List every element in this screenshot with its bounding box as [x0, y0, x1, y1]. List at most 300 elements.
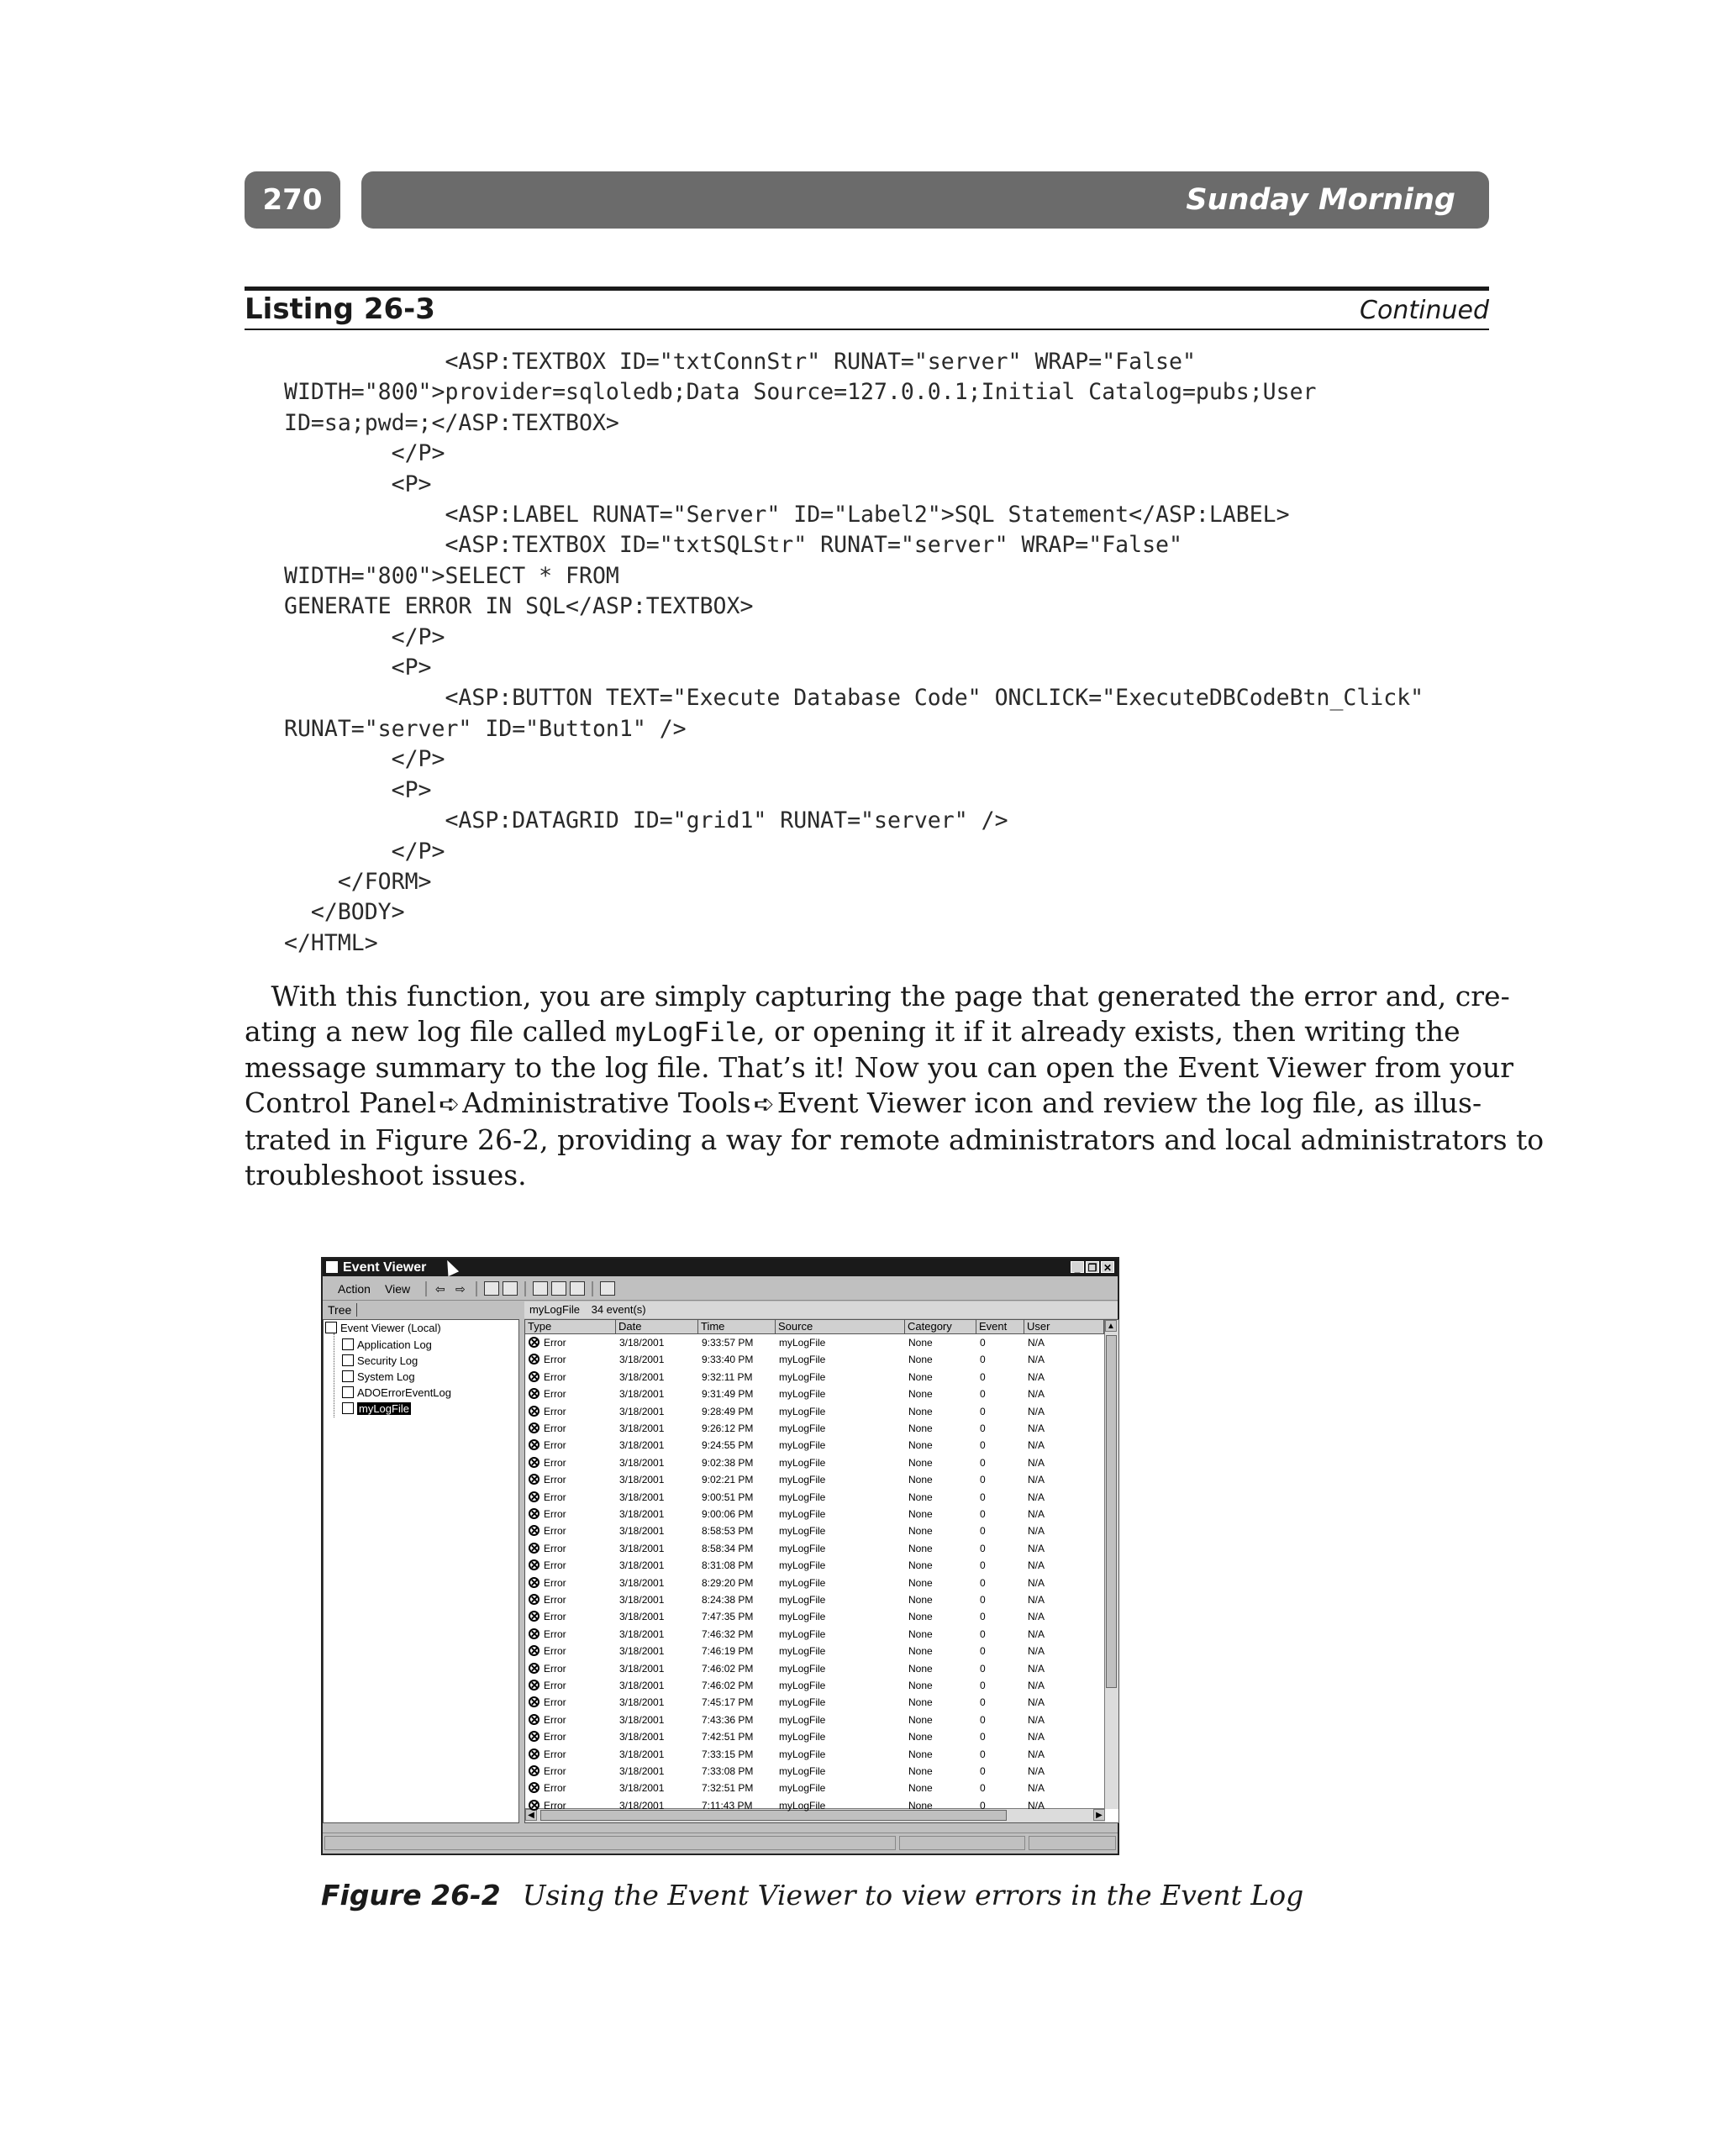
table-row[interactable] [525, 1386, 1105, 1402]
cell-date: 3/18/2001 [619, 1799, 665, 1812]
tree-node-label: Security Log [357, 1354, 418, 1367]
table-row[interactable] [525, 1575, 1105, 1591]
error-icon [529, 1525, 539, 1536]
cell-date: 3/18/2001 [619, 1542, 665, 1554]
tree-node-label: myLogFile [359, 1402, 409, 1415]
table-row[interactable] [525, 1557, 1105, 1574]
error-icon [529, 1354, 539, 1365]
table-row[interactable] [525, 1728, 1105, 1745]
code-line: </P> [284, 623, 445, 650]
refresh-icon[interactable] [551, 1281, 566, 1296]
cell-source: myLogFile [779, 1696, 826, 1709]
cell-source: myLogFile [779, 1645, 826, 1658]
cell-type: Error [544, 1576, 566, 1589]
table-row[interactable] [525, 1643, 1105, 1659]
cell-source: myLogFile [779, 1611, 826, 1623]
listing-title: Listing 26-3 [245, 292, 435, 326]
error-icon [529, 1577, 539, 1588]
listing-bottom-rule [245, 329, 1489, 330]
cell-source: myLogFile [779, 1559, 826, 1572]
paragraph-line [245, 1050, 1514, 1086]
cell-source: myLogFile [779, 1748, 826, 1760]
cell-event: 0 [980, 1508, 986, 1520]
cell-user: N/A [1028, 1525, 1045, 1538]
cell-time: 8:58:53 PM [702, 1525, 754, 1538]
cell-user: N/A [1028, 1508, 1045, 1520]
cell-time: 7:43:36 PM [702, 1713, 754, 1726]
tree-node-system-log[interactable] [342, 1370, 415, 1384]
cell-type: Error [544, 1731, 566, 1743]
cell-time: 7:46:02 PM [702, 1680, 754, 1691]
cell-source: myLogFile [779, 1508, 826, 1520]
figure-caption [321, 1877, 1303, 1914]
cell-category: None [908, 1782, 933, 1795]
tree-node-label: Application Log [357, 1338, 432, 1351]
cell-category: None [908, 1370, 933, 1383]
export-list-icon[interactable] [570, 1281, 585, 1296]
cell-user: N/A [1028, 1491, 1045, 1503]
cell-date: 3/18/2001 [619, 1680, 665, 1691]
cell-date: 3/18/2001 [619, 1354, 665, 1366]
cell-date: 3/18/2001 [619, 1731, 665, 1743]
cell-type: Error [544, 1782, 566, 1795]
cell-category: None [908, 1680, 933, 1691]
cell-event: 0 [980, 1662, 986, 1675]
forward-icon[interactable]: ⇨ [455, 1282, 466, 1296]
menu-arrow-icon: ➪ [753, 1090, 775, 1119]
window-title: Event Viewer [343, 1260, 427, 1275]
cell-time: 7:42:51 PM [702, 1731, 754, 1743]
error-icon [529, 1663, 539, 1674]
error-icon [529, 1422, 539, 1433]
cell-date: 3/18/2001 [619, 1765, 665, 1777]
code-line: ID=sa;pwd=;</ASP:TEXTBOX> [284, 409, 619, 436]
scroll-right-icon[interactable]: ▶ [1093, 1809, 1105, 1821]
cell-category: None [908, 1439, 933, 1452]
cell-type: Error [544, 1662, 566, 1675]
show-tree-icon[interactable] [503, 1281, 518, 1296]
tree-pane [323, 1319, 519, 1823]
cell-event: 0 [980, 1370, 986, 1383]
cell-source: myLogFile [779, 1662, 826, 1675]
error-icon [529, 1782, 539, 1793]
error-icon [529, 1543, 539, 1554]
cell-event: 0 [980, 1628, 986, 1640]
cell-event: 0 [980, 1731, 986, 1743]
cell-category: None [908, 1696, 933, 1709]
cell-category: None [908, 1576, 933, 1589]
cell-type: Error [544, 1422, 566, 1434]
cell-user: N/A [1028, 1611, 1045, 1623]
cell-source: myLogFile [779, 1491, 826, 1503]
code-line: </P> [284, 838, 445, 865]
cell-type: Error [544, 1525, 566, 1538]
table-row[interactable] [525, 1694, 1105, 1711]
table-row[interactable] [525, 1506, 1105, 1522]
cell-time: 7:46:19 PM [702, 1645, 754, 1658]
cell-date: 3/18/2001 [619, 1388, 665, 1401]
tree-node-label: System Log [357, 1370, 415, 1383]
table-row[interactable] [525, 1712, 1105, 1728]
table-row[interactable] [525, 1608, 1105, 1625]
cell-event: 0 [980, 1576, 986, 1589]
cell-category: None [908, 1611, 933, 1623]
table-row[interactable] [525, 1763, 1105, 1780]
up-level-icon[interactable] [484, 1281, 499, 1296]
table-row[interactable] [525, 1780, 1105, 1796]
error-icon [529, 1474, 539, 1485]
cell-user: N/A [1028, 1474, 1045, 1486]
code-line: WIDTH="800">provider=sqloledb;Data Source=127.0.0.1;Initial Catalog=pubs;User [284, 379, 1317, 406]
cell-time: 7:11:43 PM [702, 1799, 753, 1812]
cell-time: 9:33:57 PM [702, 1337, 754, 1349]
table-row[interactable] [525, 1522, 1105, 1539]
cell-time: 9:00:06 PM [702, 1508, 754, 1520]
scroll-up-icon[interactable]: ▲ [1105, 1320, 1117, 1332]
error-icon [529, 1371, 539, 1382]
table-row[interactable] [525, 1677, 1105, 1694]
cell-event: 0 [980, 1765, 986, 1777]
cell-type: Error [544, 1405, 566, 1417]
paragraph-line [245, 1158, 1497, 1193]
caption-text: Using the Event Viewer to view errors in the Event Log [522, 1879, 1304, 1911]
tree-node-label: ADOErrorEventLog [357, 1386, 451, 1399]
cell-source: myLogFile [779, 1422, 826, 1434]
cell-event: 0 [980, 1799, 986, 1812]
cell-event: 0 [980, 1337, 986, 1349]
cell-user: N/A [1028, 1731, 1045, 1743]
menu-action[interactable]: Action [338, 1282, 371, 1296]
paragraph-text: , or opening it if it already exists, then writing the [756, 1015, 1460, 1048]
status-bar [323, 1833, 1118, 1854]
code-line: <ASP:DATAGRID ID="grid1" RUNAT="server" /> [284, 807, 1008, 834]
code-line: <P> [284, 471, 432, 497]
code-line: <P> [284, 776, 432, 803]
cell-date: 3/18/2001 [619, 1439, 665, 1452]
minimize-icon[interactable]: _ [1071, 1261, 1084, 1273]
status-pane [899, 1836, 1025, 1850]
code-listing [284, 347, 1424, 959]
code-line: GENERATE ERROR IN SQL</ASP:TEXTBOX> [284, 593, 754, 620]
menu-arrow-icon: ➪ [439, 1090, 461, 1119]
inline-code: myLogFile [615, 1018, 757, 1048]
paragraph-line [245, 1123, 1545, 1158]
cell-type: Error [544, 1542, 566, 1554]
cell-time: 9:28:49 PM [702, 1405, 754, 1417]
cell-event: 0 [980, 1559, 986, 1572]
column-header-category[interactable]: Category [905, 1320, 976, 1333]
error-icon [529, 1696, 539, 1707]
cell-time: 8:31:08 PM [702, 1559, 754, 1572]
cell-source: myLogFile [779, 1525, 826, 1538]
code-line: <ASP:BUTTON TEXT="Execute Database Code" ONCLICK="ExecuteDBCodeBtn_Click" [284, 685, 1424, 712]
log-icon [342, 1402, 354, 1414]
error-icon [529, 1337, 539, 1348]
toolbar-separator [524, 1281, 526, 1296]
table-row[interactable] [525, 1746, 1105, 1763]
cell-date: 3/18/2001 [619, 1559, 665, 1572]
cell-category: None [908, 1337, 933, 1349]
help-icon[interactable] [600, 1281, 615, 1296]
properties-icon[interactable] [533, 1281, 548, 1296]
error-icon [529, 1628, 539, 1639]
paragraph-text: message summary to the log file. That’s it! Now you can open the Event Viewer from your [245, 1051, 1514, 1084]
table-row[interactable] [525, 1540, 1105, 1557]
list-log-name: myLogFile [529, 1303, 580, 1316]
cell-type: Error [544, 1559, 566, 1572]
cell-time: 9:32:11 PM [702, 1370, 753, 1383]
cell-source: myLogFile [779, 1731, 826, 1743]
paragraph-text: With this function, you are simply capturing the page that generated the error and, cre- [271, 980, 1510, 1012]
cell-source: myLogFile [779, 1388, 826, 1401]
cell-type: Error [544, 1456, 566, 1469]
error-icon [529, 1680, 539, 1691]
cell-event: 0 [980, 1713, 986, 1726]
error-icon [529, 1731, 539, 1742]
cell-category: None [908, 1422, 933, 1434]
cell-user: N/A [1028, 1370, 1045, 1383]
table-row[interactable] [525, 1454, 1105, 1471]
cell-user: N/A [1028, 1680, 1045, 1691]
cell-date: 3/18/2001 [619, 1576, 665, 1589]
cell-user: N/A [1028, 1422, 1045, 1434]
cell-time: 8:58:34 PM [702, 1542, 754, 1554]
cell-event: 0 [980, 1680, 986, 1691]
table-row[interactable] [525, 1660, 1105, 1677]
cell-event: 0 [980, 1645, 986, 1658]
scroll-left-icon[interactable]: ◀ [525, 1809, 537, 1821]
table-row[interactable] [525, 1403, 1105, 1420]
table-row[interactable] [525, 1471, 1105, 1488]
cell-user: N/A [1028, 1439, 1045, 1452]
code-line: <P> [284, 655, 432, 681]
tree-node-mylogfile[interactable] [342, 1402, 411, 1416]
error-icon [529, 1645, 539, 1656]
paragraph-text: Control Panel [245, 1086, 437, 1119]
tree-node-root[interactable] [325, 1322, 441, 1335]
cell-category: None [908, 1731, 933, 1743]
code-line: </FORM> [284, 868, 432, 895]
cell-type: Error [544, 1799, 566, 1812]
cell-date: 3/18/2001 [619, 1422, 665, 1434]
body-paragraph [245, 979, 1545, 1193]
paragraph-text: ating a new log file called [245, 1015, 616, 1048]
cell-source: myLogFile [779, 1765, 826, 1777]
paragraph-line [245, 1086, 1497, 1123]
table-row[interactable] [525, 1420, 1105, 1437]
cell-user: N/A [1028, 1782, 1045, 1795]
cell-category: None [908, 1405, 933, 1417]
cell-event: 0 [980, 1696, 986, 1709]
cell-event: 0 [980, 1542, 986, 1554]
vertical-scrollbar[interactable] [1104, 1320, 1118, 1809]
tree-tab[interactable] [323, 1301, 519, 1318]
cell-date: 3/18/2001 [619, 1748, 665, 1760]
cell-time: 8:24:38 PM [702, 1594, 754, 1606]
tree-node-application-log[interactable] [342, 1338, 432, 1352]
cell-category: None [908, 1456, 933, 1469]
paragraph-text: Administrative Tools [462, 1086, 751, 1119]
column-header-type[interactable]: Type [525, 1320, 616, 1333]
close-icon[interactable]: ✕ [1101, 1261, 1114, 1273]
toolbar-separator [476, 1281, 477, 1296]
cell-category: None [908, 1765, 933, 1777]
error-icon [529, 1491, 539, 1502]
cell-time: 7:33:15 PM [702, 1748, 754, 1760]
table-row[interactable] [525, 1437, 1105, 1454]
cell-category: None [908, 1628, 933, 1640]
cell-date: 3/18/2001 [619, 1474, 665, 1486]
paragraph-text: trated in Figure 26-2, providing a way for remote administrators and local administrators to [245, 1123, 1545, 1156]
cell-event: 0 [980, 1388, 986, 1401]
cell-event: 0 [980, 1782, 986, 1795]
cell-category: None [908, 1748, 933, 1760]
listing-continued: Continued [1360, 296, 1489, 325]
cell-type: Error [544, 1713, 566, 1726]
back-icon[interactable]: ⇦ [435, 1282, 445, 1296]
cell-source: myLogFile [779, 1594, 826, 1606]
cell-event: 0 [980, 1422, 986, 1434]
cell-type: Error [544, 1696, 566, 1709]
cell-category: None [908, 1559, 933, 1572]
table-row[interactable] [525, 1797, 1105, 1814]
column-header-event[interactable]: Event [976, 1320, 1024, 1333]
column-header-source[interactable]: Source [776, 1320, 905, 1333]
table-row[interactable] [525, 1334, 1105, 1351]
cell-source: myLogFile [779, 1337, 826, 1349]
cell-category: None [908, 1508, 933, 1520]
cell-category: None [908, 1354, 933, 1366]
cell-source: myLogFile [779, 1456, 826, 1469]
code-line: WIDTH="800">SELECT * FROM [284, 562, 619, 589]
tree-node-adoerror-log[interactable] [342, 1386, 451, 1400]
cell-user: N/A [1028, 1456, 1045, 1469]
paragraph-line [245, 1014, 1497, 1050]
cell-type: Error [544, 1645, 566, 1658]
cell-source: myLogFile [779, 1628, 826, 1640]
cell-source: myLogFile [779, 1354, 826, 1366]
code-line: <ASP:TEXTBOX ID="txtSQLStr" RUNAT="server" WRAP="False" [284, 532, 1182, 559]
cell-time: 7:32:51 PM [702, 1782, 754, 1795]
cell-date: 3/18/2001 [619, 1611, 665, 1623]
cell-user: N/A [1028, 1713, 1045, 1726]
cell-time: 9:02:21 PM [702, 1474, 754, 1486]
cell-category: None [908, 1645, 933, 1658]
cell-type: Error [544, 1354, 566, 1366]
toolbar-separator [592, 1281, 593, 1296]
error-icon [529, 1439, 539, 1450]
cell-time: 9:00:51 PM [702, 1491, 754, 1503]
cell-date: 3/18/2001 [619, 1628, 665, 1640]
column-header-time[interactable]: Time [698, 1320, 776, 1333]
list-event-count: 34 event(s) [591, 1303, 646, 1316]
cell-date: 3/18/2001 [619, 1662, 665, 1675]
cell-date: 3/18/2001 [619, 1594, 665, 1606]
cell-event: 0 [980, 1611, 986, 1623]
cell-event: 0 [980, 1405, 986, 1417]
cell-date: 3/18/2001 [619, 1405, 665, 1417]
cell-time: 7:33:08 PM [702, 1765, 754, 1777]
cell-user: N/A [1028, 1662, 1045, 1675]
cell-source: myLogFile [779, 1576, 826, 1589]
cell-source: myLogFile [779, 1370, 826, 1383]
table-row[interactable] [525, 1369, 1105, 1386]
computer-icon [325, 1322, 337, 1333]
column-header-date[interactable]: Date [616, 1320, 698, 1333]
code-line: </BODY> [284, 899, 405, 926]
cell-time: 9:33:40 PM [702, 1354, 754, 1366]
cell-type: Error [544, 1508, 566, 1520]
cell-event: 0 [980, 1525, 986, 1538]
code-line: <ASP:TEXTBOX ID="txtConnStr" RUNAT="server" WRAP="False" [284, 349, 1196, 375]
table-row[interactable] [525, 1626, 1105, 1643]
cell-category: None [908, 1594, 933, 1606]
event-list [524, 1319, 1119, 1823]
code-line: RUNAT="server" ID="Button1" /> [284, 715, 687, 742]
cell-time: 9:26:12 PM [702, 1422, 754, 1434]
cell-type: Error [544, 1765, 566, 1777]
cell-date: 3/18/2001 [619, 1782, 665, 1795]
cell-user: N/A [1028, 1799, 1045, 1812]
app-icon [326, 1261, 338, 1273]
restore-icon[interactable]: ❐ [1086, 1261, 1099, 1273]
cell-category: None [908, 1542, 933, 1554]
cell-event: 0 [980, 1748, 986, 1760]
cell-category: None [908, 1388, 933, 1401]
paragraph-text: Event Viewer icon and review the log file, as illus- [776, 1086, 1482, 1119]
error-icon [529, 1388, 539, 1399]
toolbar-separator [425, 1281, 427, 1296]
table-row[interactable] [525, 1351, 1105, 1368]
cell-time: 9:24:55 PM [702, 1439, 754, 1452]
cell-event: 0 [980, 1474, 986, 1486]
cell-date: 3/18/2001 [619, 1491, 665, 1503]
cell-time: 9:31:49 PM [702, 1388, 754, 1401]
paragraph-line [245, 979, 1510, 1014]
cell-source: myLogFile [779, 1474, 826, 1486]
menu-view[interactable]: View [385, 1282, 411, 1296]
cell-category: None [908, 1713, 933, 1726]
cell-category: None [908, 1662, 933, 1675]
event-viewer-window [321, 1257, 1119, 1855]
cell-type: Error [544, 1611, 566, 1623]
error-icon [529, 1765, 539, 1776]
error-icon [529, 1594, 539, 1605]
cell-event: 0 [980, 1491, 986, 1503]
column-header-user[interactable]: User [1024, 1320, 1104, 1333]
cell-date: 3/18/2001 [619, 1337, 665, 1349]
cell-category: None [908, 1525, 933, 1538]
cell-source: myLogFile [779, 1405, 826, 1417]
mouse-cursor-icon [442, 1258, 459, 1276]
cell-source: myLogFile [779, 1680, 826, 1691]
paragraph-text: troubleshoot issues. [245, 1159, 527, 1191]
cell-type: Error [544, 1388, 566, 1401]
table-row[interactable] [525, 1591, 1105, 1608]
code-line: <ASP:LABEL RUNAT="Server" ID="Label2">SQL Statement</ASP:LABEL> [284, 502, 1290, 528]
error-icon [529, 1406, 539, 1417]
cell-source: myLogFile [779, 1713, 826, 1726]
error-icon [529, 1508, 539, 1519]
status-pane [1029, 1836, 1116, 1850]
tree-node-security-log[interactable] [342, 1354, 418, 1368]
scroll-thumb[interactable] [1106, 1335, 1117, 1688]
cell-time: 7:45:17 PM [702, 1696, 754, 1709]
cell-user: N/A [1028, 1628, 1045, 1640]
table-row[interactable] [525, 1489, 1105, 1506]
cell-type: Error [544, 1680, 566, 1691]
code-line: </P> [284, 440, 445, 467]
